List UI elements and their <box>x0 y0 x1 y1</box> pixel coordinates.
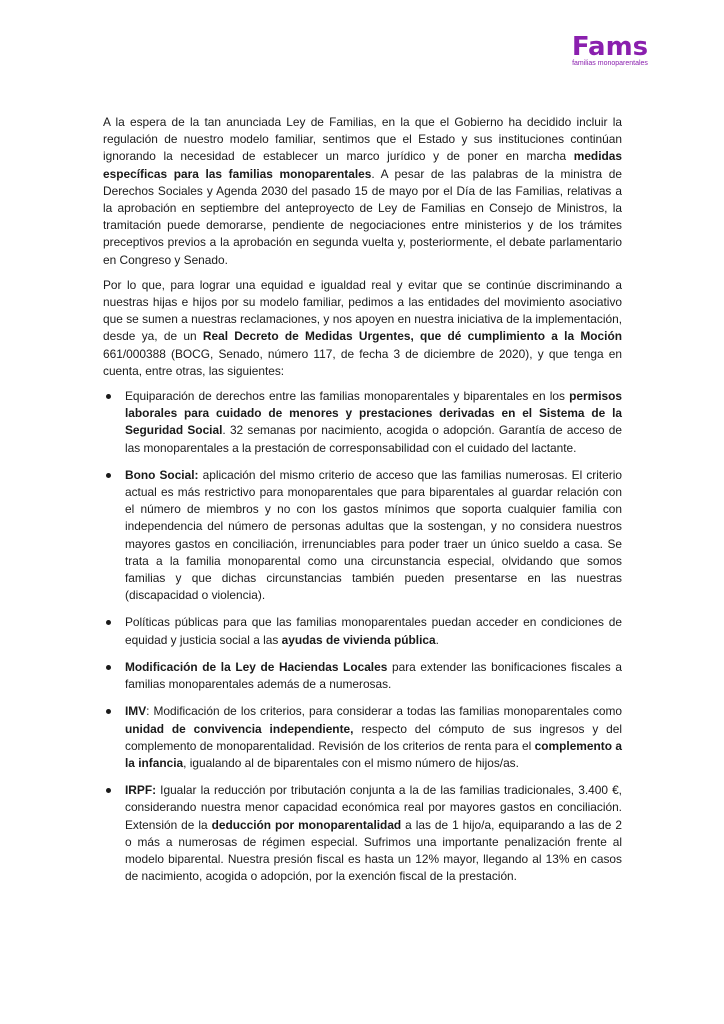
bullet-icon <box>106 665 111 670</box>
text-run: 661/000388 (BOCG, Senado, número 117, de fecha 3 de diciembre de 2020), y que tenga en cuenta, entre otras, las siguientes: <box>103 346 622 378</box>
logo-tagline: familias monoparentales <box>572 60 648 67</box>
list-item-text <box>125 468 622 602</box>
text-run: , igualando al de biparentales con el mismo número de hijos/as. <box>183 755 519 770</box>
paragraph-request <box>103 277 622 380</box>
list-item-vivienda <box>103 614 622 648</box>
text-run: para extender las bonificaciones fiscales a familias monoparentales además de a numerosas. <box>125 659 622 692</box>
bullet-icon <box>106 620 111 625</box>
bullet-icon <box>106 709 111 714</box>
list-item-text <box>125 660 622 691</box>
text-run: Por lo que, para lograr una equidad e igualdad real y evitar que se continúe discriminando a nuestras hijas e hijos por su modelo familiar, pedimos a las entidades del movimiento asociativo que se sumen a nuestras reclamaciones, y nos apoyen en nuestra iniciativa de la implementación, desde ya, de un <box>103 277 622 344</box>
text-run: respecto del cómputo de sus ingresos y del complemento de monoparentalidad. Revisión de los criterios de renta para el <box>125 721 623 753</box>
bullet-icon <box>106 473 111 478</box>
list-item-haciendas <box>103 659 622 693</box>
paragraph-intro <box>103 114 622 269</box>
text-run: Políticas públicas para que las familias monoparentales puedan acceder en condiciones de equidad y justicia social a las <box>125 615 622 647</box>
text-run: a las de 1 hijo/a, equiparando a las de 2 o más a numerosas de régimen especial. Sufrimos una importante penalización frente al modelo biparental. Nuestra presión fiscal es hasta un 12% mayor, llegando al 13% en casos de nacimiento, acogida o adopción, por la exención fiscal de la prestación. <box>125 817 622 884</box>
list-item-text <box>125 389 622 455</box>
bold-text: IMV <box>125 704 147 719</box>
text-run: A la espera de la tan anunciada Ley de Familias, en la que el Gobierno ha decidido incluir la regulación de nuestro modelo familiar, sentimos que el Estado y sus instituciones continúan ignorando la necesidad de establecer un marco jurídico y de poner en marcha <box>103 115 622 164</box>
text-run: Equiparación de derechos entre las familias monoparentales y biparentales en los <box>125 389 570 404</box>
list-item-text <box>125 704 622 770</box>
bold-text: permisos laborales para cuidado de menores y prestaciones derivadas en el Sistema de la Seguridad Social <box>125 389 622 438</box>
bold-text: ayudas de vivienda pública <box>281 632 436 647</box>
text-run: . <box>435 632 439 647</box>
bullet-icon <box>106 394 111 399</box>
fams-logo <box>560 34 660 68</box>
bold-text: Bono Social: <box>125 467 199 482</box>
list-item-irpf <box>103 782 622 885</box>
bold-text: Real Decreto de Medidas Urgentes, que dé cumplimiento a la Moción <box>202 329 622 344</box>
bold-text: deducción por monoparentalidad <box>211 817 402 832</box>
text-run: aplicación del mismo criterio de acceso que las familias numerosas. El criterio actual es más restrictivo para monoparentales que para biparentales al guardar relación con el número de miembros y no con los gastos mínimos que soporta cualquier familia con independencia del número de personas adultas que la sostengan, y no considera nuestros mayores gastos en conciliación, irrenunciables para poder traer un único sueldo a casa. Se trata a la familia monoparental como una circunstancia especial, olvidando que somos familias y que dichas circunstancias también pueden presentarse en las nuestras (discapacidad o violencia). <box>125 467 623 603</box>
text-run: . A pesar de las palabras de la ministra de Derechos Sociales y Agenda 2030 del pasado 15 de mayo por el Día de las Familias, relativas a la aprobación en septiembre del anteproyecto de Ley de Familias en Consejo de Ministros, la tramitación puede demorarse, pendiente de negociaciones entre ministerios y de los trámites preceptivos previos a la aprobación en segunda vuelta y, posteriormente, el debate parlamentario en Congreso y Senado. <box>103 166 623 267</box>
bold-text: complemento a la infancia <box>125 738 622 770</box>
text-run: Igualar la reducción por tributación conjunta a la de las familias tradicionales, 3.400 €, considerando nuestra menor capacidad económica real por mayores gastos en conciliación. Extensión de la <box>125 783 622 832</box>
measures-list <box>103 388 622 885</box>
list-item-bono-social <box>103 467 622 605</box>
list-item-text <box>125 615 622 646</box>
bold-text: medidas específicas para las familias monoparentales <box>103 149 622 181</box>
bullet-icon <box>106 788 111 793</box>
document-body <box>103 114 622 895</box>
list-item-imv <box>103 703 622 772</box>
text-run: : Modificación de los criterios, para considerar a todas las familias monoparentales como <box>146 704 622 719</box>
bold-text: Modificación de la Ley de Haciendas Locales <box>125 659 388 674</box>
bold-text: unidad de convivencia independiente, <box>125 721 354 736</box>
list-item-permisos <box>103 388 622 457</box>
list-item-text <box>125 783 622 883</box>
text-run: . 32 semanas por nacimiento, acogida o adopción. Garantía de acceso de las monoparentales a la prestación de corresponsabilidad con el cuidado del lactante. <box>125 423 622 455</box>
bold-text: IRPF: <box>125 783 157 798</box>
logo-wordmark: Fams <box>571 32 649 62</box>
